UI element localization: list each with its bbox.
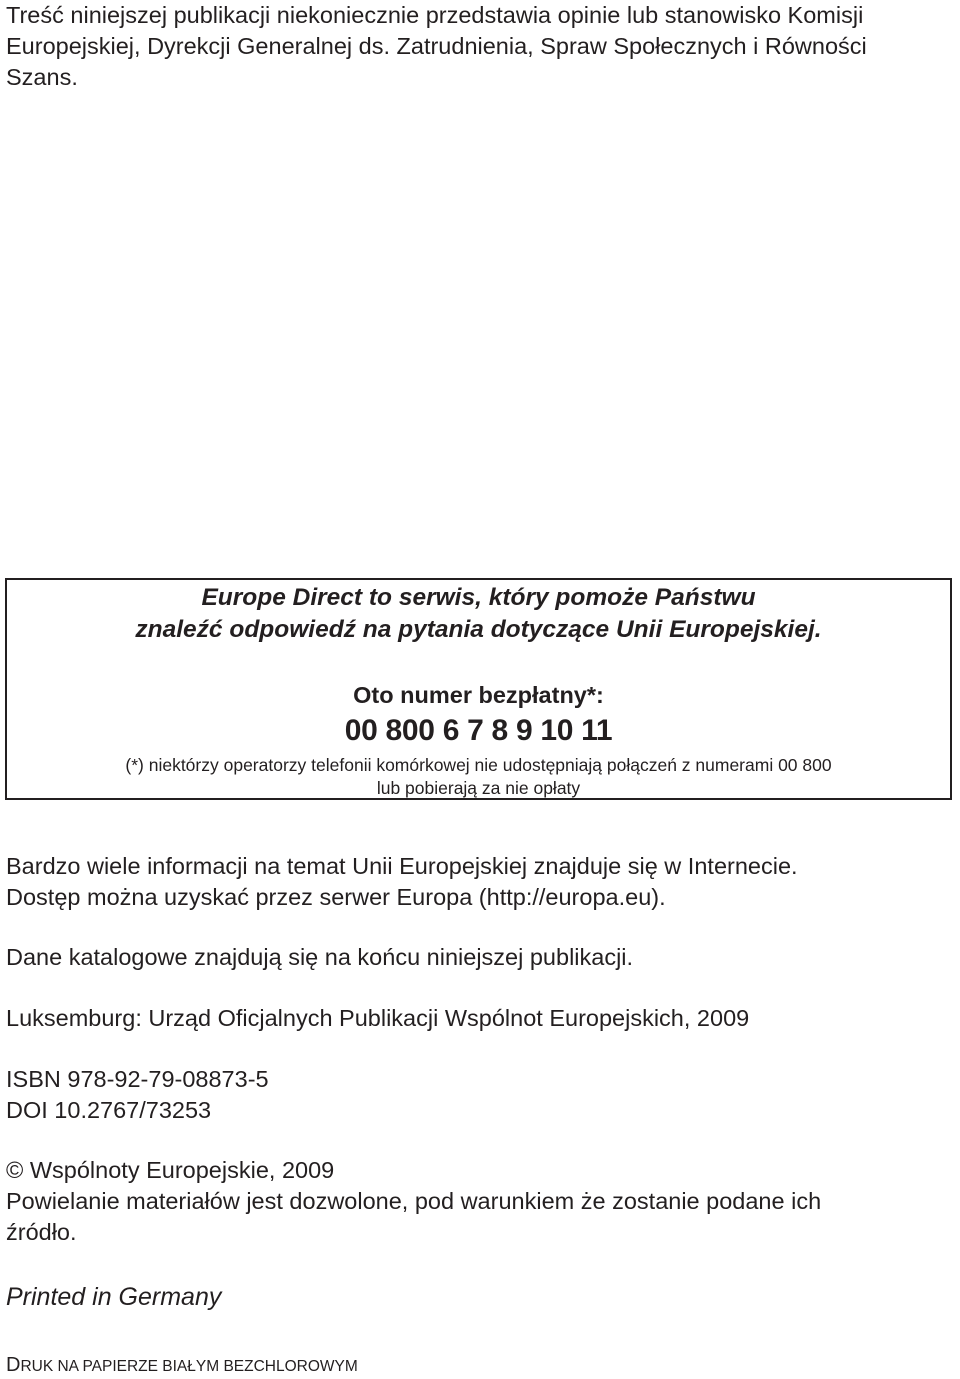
disclaimer-line-1: Treść niniejszej publikacji niekoniecznie przedstawia opinie lub stanowisko Komisji <box>6 2 864 28</box>
freephone-footnote <box>27 754 930 800</box>
freephone-label: Oto numer bezpłatny*: <box>353 682 604 708</box>
isbn: ISBN 978-92-79-08873-5 <box>6 1066 269 1092</box>
printed-in-note: Printed in Germany <box>6 1283 222 1311</box>
copyright-holder-line <box>6 1155 951 1186</box>
europe-direct-headline-line-2: znaleźć odpowiedź na pytania dotyczące Unii Europejskiej. <box>135 616 822 643</box>
copyright-holder: Wspólnoty Europejskie, 2009 <box>29 1157 335 1183</box>
europe-direct-headline-line-1: Europe Direct to serwis, który pomoże Państwu <box>201 584 756 611</box>
europe-direct-box <box>5 578 952 800</box>
disclaimer-paragraph <box>6 0 951 93</box>
identifiers <box>6 1064 951 1126</box>
europe-direct-headline <box>7 582 950 646</box>
internet-info-line-2: Dostęp można uzyskać przez serwer Europa (http://europa.eu). <box>6 884 666 910</box>
disclaimer-line-3: Szans. <box>6 64 78 90</box>
publisher-line: Luksemburg: Urząd Oficjalnych Publikacji Wspólnot Europejskich, 2009 <box>6 1005 750 1031</box>
paper-note <box>6 1353 951 1379</box>
freephone-footnote-line-2: lub pobierają za nie opłaty <box>376 778 581 798</box>
disclaimer-line-2: Europejskiej, Dyrekcji Generalnej ds. Zatrudnienia, Spraw Społecznych i Równości <box>6 33 867 59</box>
paper-note-rest: RUK NA PAPIERZE BIAŁYM BEZCHLOROWYM <box>20 1358 358 1375</box>
paper-note-initial: D <box>6 1354 21 1376</box>
copyright-notice <box>6 1155 951 1248</box>
doi: DOI 10.2767/73253 <box>6 1097 212 1123</box>
freephone-footnote-line-1: (*) niektórzy operatorzy telefonii komórkowej nie udostępniają połączeń z numerami 00 800 <box>125 755 832 775</box>
reproduction-line-1: Powielanie materiałów jest dozwolone, pod warunkiem że zostanie podane ich <box>6 1188 822 1214</box>
catalog-note: Dane katalogowe znajdują się na końcu niniejszej publikacji. <box>6 944 634 970</box>
internet-info-line-1: Bardzo wiele informacji na temat Unii Europejskiej znajduje się w Internecie. <box>6 853 798 879</box>
copyright-icon: © <box>6 1157 24 1183</box>
reproduction-line-2: źródło. <box>6 1219 77 1245</box>
internet-info-paragraph <box>6 851 951 913</box>
freephone-number: 00 800 6 7 8 9 10 11 <box>344 714 613 747</box>
